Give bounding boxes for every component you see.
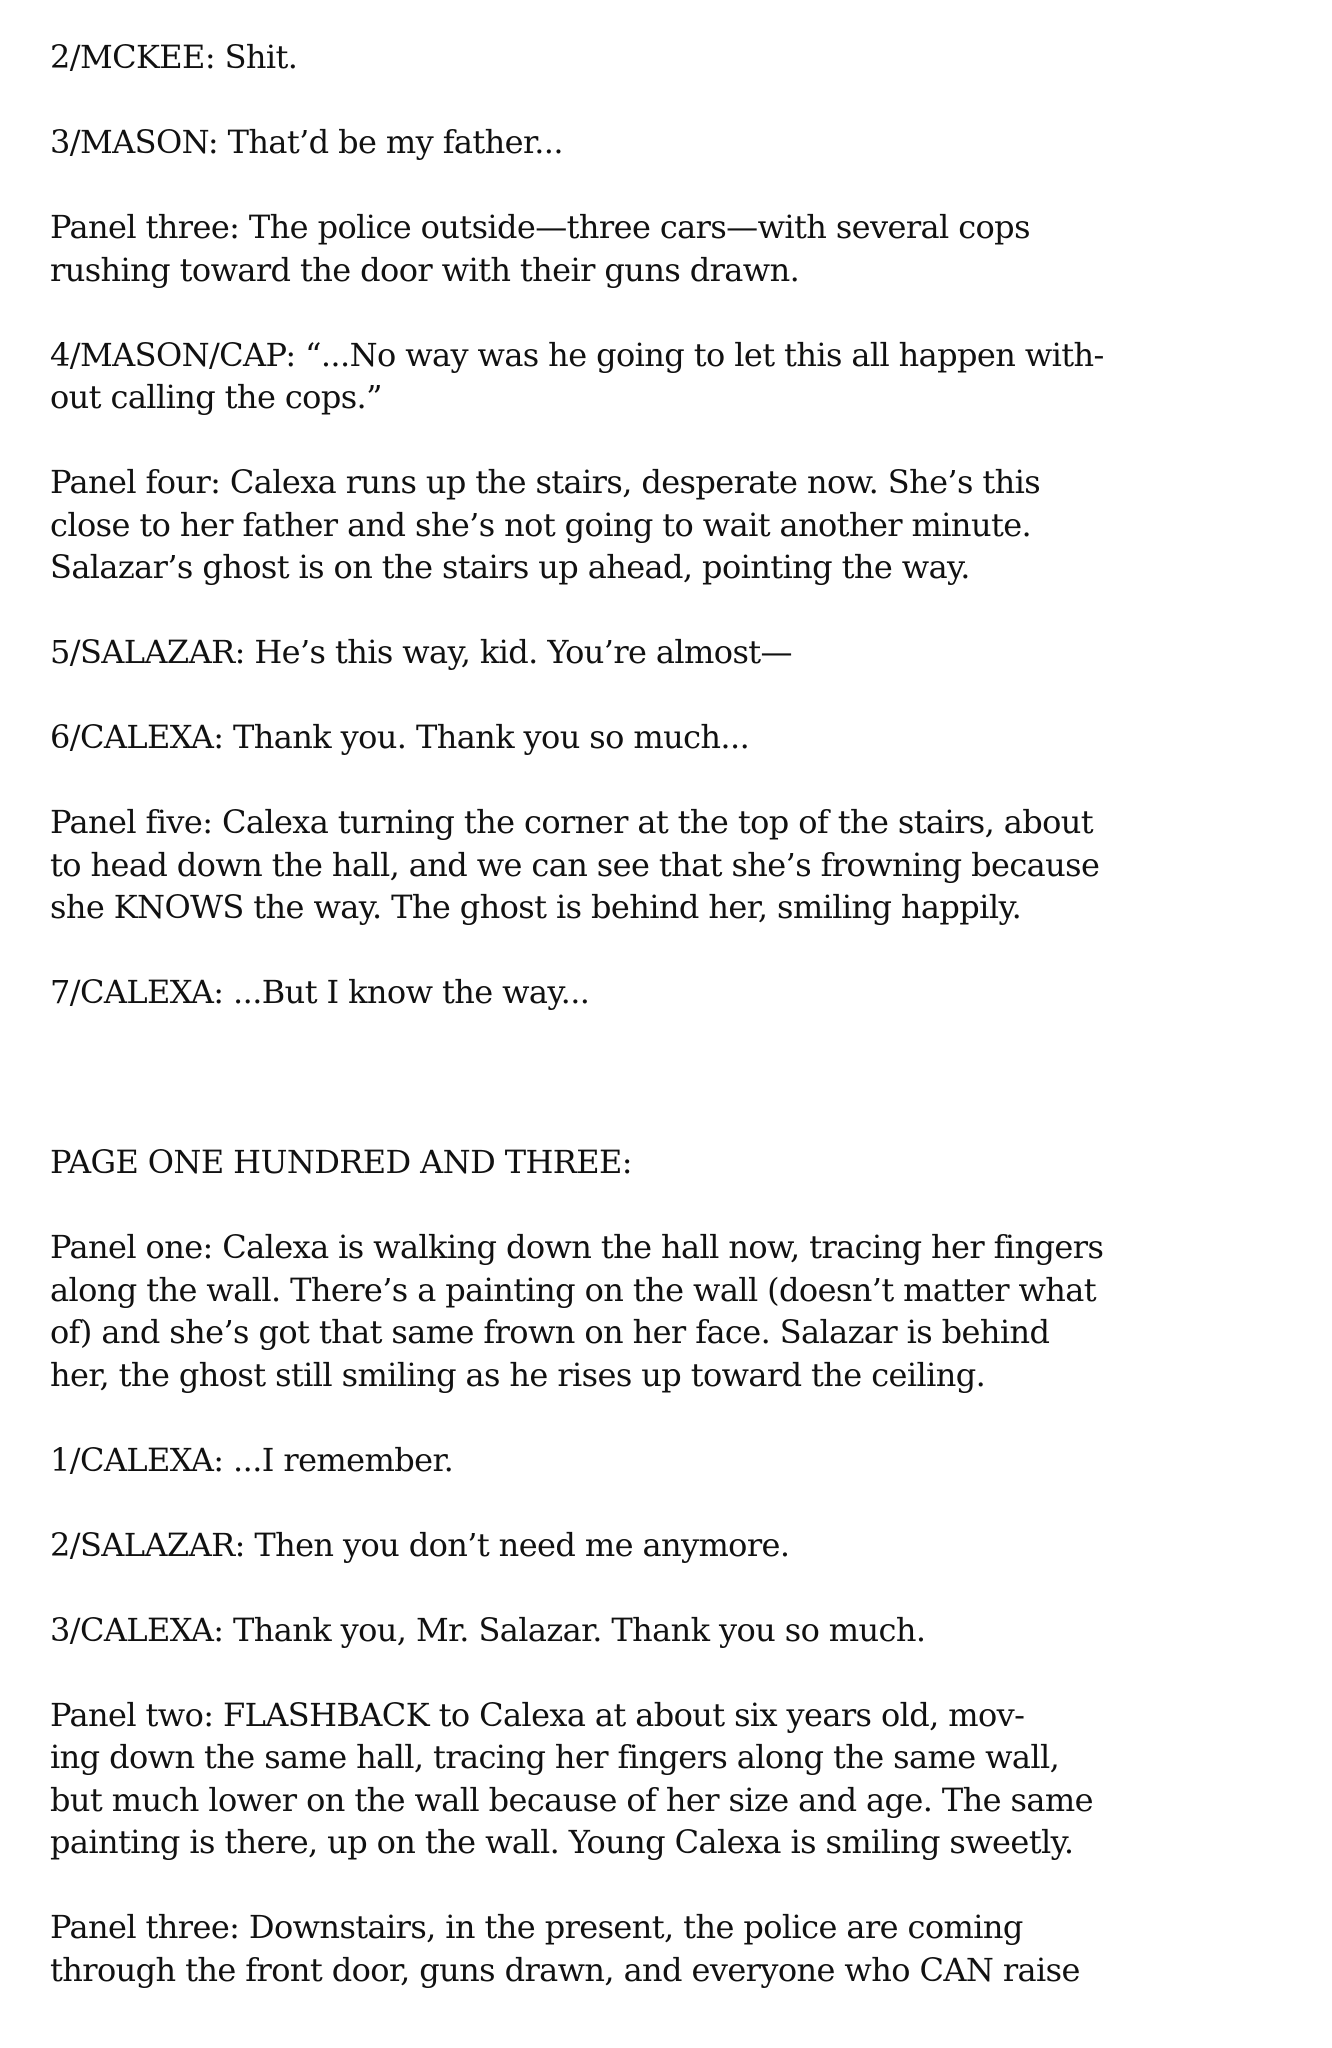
page-heading: PAGE ONE HUNDRED AND THREE: xyxy=(50,1143,632,1181)
dialogue-salazar-5: 5/SALAZAR: He’s this way, kid. You’re almost— xyxy=(50,633,792,671)
dialogue-mckee-2: 2/MCKEE: Shit. xyxy=(50,38,298,76)
panel-four-description: Panel four: Calexa runs up the stairs, desperate now. She’s this close to her father and she’s not going to wait another minute. Salazar’s ghost is on the stairs up ahead, pointing the way. xyxy=(50,463,1041,586)
panel-two-description: Panel two: FLASHBACK to Calexa at about six years old, mov- ing down the same hall, tracing her fingers along the same wall, but much lower on the wall because of her size and age. The same painting is there, up on the wall. Young Calexa is smiling sweetly. xyxy=(50,1695,1093,1861)
caption-mason-4: 4/MASON/CAP: “...No way was he going to let this all happen with- out calling the cops.” xyxy=(50,335,1104,416)
dialogue-calexa-1: 1/CALEXA: ...I remember. xyxy=(50,1440,454,1479)
dialogue-salazar-2: 2/SALAZAR: Then you don’t need me anymore. xyxy=(50,1525,790,1564)
dialogue-mason-3: 3/MASON: That’d be my father... xyxy=(50,123,563,161)
panel-five-description: Panel five: Calexa turning the corner at the top of the stairs, about to head down the hall, and we can see that she’s frowning because she KNOWS the way. The ghost is behind her, smiling happily. xyxy=(50,803,1100,926)
dialogue-calexa-3: 3/CALEXA: Thank you, Mr. Salazar. Thank you so much. xyxy=(50,1610,926,1649)
panel-one-description: Panel one: Calexa is walking down the hall now, tracing her fingers along the wall. There’s a painting on the wall (doesn’t matter what of) and she’s got that same frown on her face. Salazar is behind her, the ghost still smiling as he rises up toward the ceiling. xyxy=(50,1228,1104,1394)
dialogue-calexa-7: 7/CALEXA: ...But I know the way... xyxy=(50,973,590,1011)
dialogue-calexa-6: 6/CALEXA: Thank you. Thank you so much... xyxy=(50,718,750,756)
panel-three-present-description: Panel three: Downstairs, in the present, the police are coming through the front door, guns drawn, and everyone who CAN raise xyxy=(50,1908,1080,1989)
panel-three-description: Panel three: The police outside—three cars—with several cops rushing toward the door with their guns drawn. xyxy=(50,208,1030,289)
script-page xyxy=(50,36,1280,2034)
